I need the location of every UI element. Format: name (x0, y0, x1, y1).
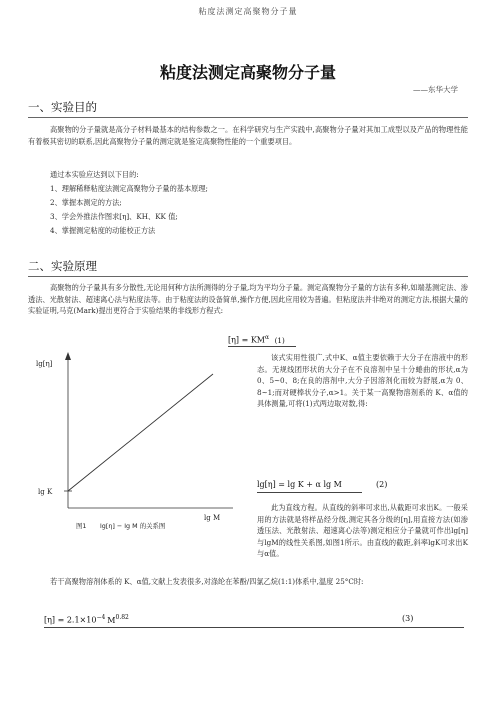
equation-mark (228, 334, 285, 345)
intercept-label: lg K (38, 488, 53, 496)
equation-mark (44, 614, 129, 625)
x-axis-label: lg M (204, 514, 221, 522)
equation-3-exponent-1: −4 (96, 614, 106, 621)
principle-paragraph-3: 此为直线方程。从直线的斜率可求出,从截距可求出K。一般采用的方法就是将样品经分级,测定其各分级的[η],用直接方法(如渗透压法、光散射法、超速离心法等)测定相应分子量就可作出lg[η]与lgM的线性关系图,如图1所示。由直线的截距,斜率lgK可求出K与α值。 (257, 503, 468, 559)
principle-paragraph-1: 高聚物的分子量具有多分散性,无论用何种方法所测得的分子量,均为平均分子量。测定高聚物分子量的方法有多种,如端基测定法、渗透法、光散射法、超速离心法与粘度法等。由于粘度法的设备简单,操作方便,因此应用较为普遍。但粘度法并非绝对的测定方法,根据大量的实验证明,马克(Mark)提出更符合于实验结果的非线形方程式: (28, 283, 468, 316)
document-title: 粘度法测定高聚物分子量 (159, 63, 336, 82)
figure-1-lg-eta-vs-lg-m (28, 346, 236, 530)
section-heading-objectives: 一、实验目的 (28, 100, 97, 114)
equation-3-exponent-2: 0.82 (115, 614, 129, 621)
equation-mark (257, 480, 342, 489)
figure-caption-number: 图1 (76, 522, 87, 530)
objective-item: 1、理解稀释粘度法测定高聚物分子量的基本原理; (50, 184, 208, 193)
objective-item: 2、掌握本测定的方法; (50, 198, 122, 207)
figure-caption-text: lg[η] − lg M 的关系图 (100, 522, 166, 530)
equation-1-label: (1) (274, 335, 285, 345)
equation-3-body: [η] = 2.1×10 (44, 615, 97, 625)
equation-3-label: (3) (402, 614, 414, 623)
equation-underline (44, 627, 464, 628)
equation-2-label: (2) (376, 480, 388, 489)
equation-3-m: M (107, 615, 116, 625)
principle-paragraph-2: 该式实用性很广,式中K、α值主要依赖于大分子在溶液中的形态。无规线团形状的大分子在不良溶剂中呈十分蜷曲的形状,α为 0、5~0、8;在良的溶剂中,大分子因溶剂化而较为舒展,α为 0、8~1;而对硬棒状分子,α>1。关于某一高聚物溶剂系的 K、α值的具体测量,可将(1)式两边取对数,得: (257, 353, 468, 409)
principle-paragraph-4: 若干高聚物溶剂体系的 K、α值,文献上发表很多,对涤纶在苯酚/四氯乙烷(1:1)体系中,温度 25°C时: (50, 577, 364, 586)
equation-underline (228, 346, 296, 347)
objective-item: 4、掌握测定粘度的动能校正方法 (50, 226, 156, 235)
objective-item: 3、学会外推法作图求[η]、KH、KK 值; (50, 212, 178, 221)
section-divider (28, 276, 468, 277)
author-attribution: ——东华大学 (413, 85, 458, 94)
equation-1-body: [η] = KM (228, 335, 265, 345)
lg-eta-lg-m-line (68, 374, 213, 491)
section-heading-principle: 二、实验原理 (28, 259, 97, 273)
objectives-lead: 通过本实验应达到以下目的: (50, 170, 139, 179)
equation-underline (257, 492, 362, 493)
running-header: 粘度法测定高聚物分子量 (198, 7, 298, 16)
objectives-intro-paragraph: 高聚物的分子量就是高分子材料最基本的结构参数之一。在科学研究与生产实践中,高聚物分子量对其加工成型以及产品的物理性能有着极其密切的联系,因此高聚物分子量的测定就是鉴定高聚物性能的一个重要项目。 (28, 125, 468, 146)
section-divider (28, 117, 468, 118)
equation-1-exponent: α (265, 334, 270, 341)
equation-2-body: lg[η] = lg K + α lg M (257, 480, 342, 489)
y-axis-arrow-icon (65, 352, 71, 360)
y-axis-label: lg[η] (36, 360, 53, 368)
